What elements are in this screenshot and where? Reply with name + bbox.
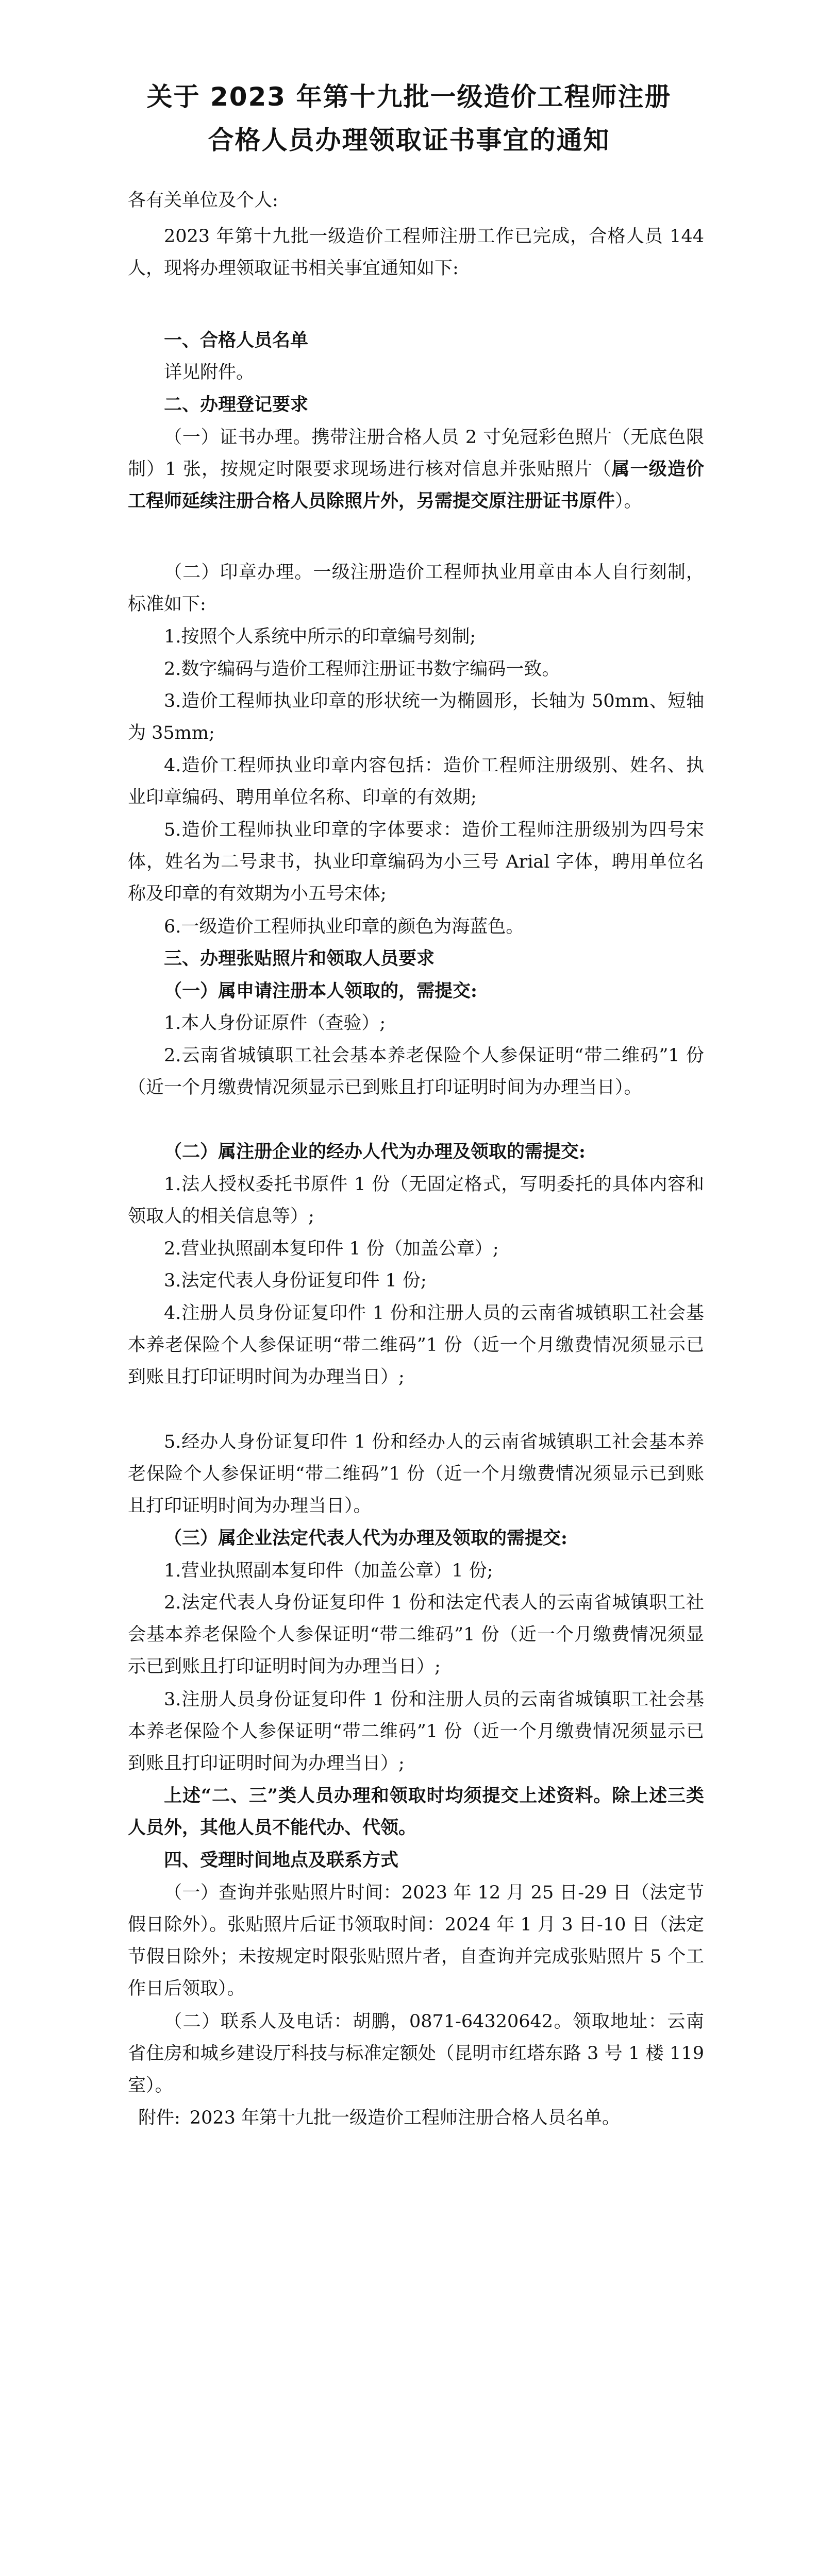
attachment <box>128 2102 704 2134</box>
section-4-paragraph-1: （一）查询并张贴照片时间：2023 年 12 月 25 日-29 日（法定节假日除外）。张贴照片后证书领取时间：2024 年 1 月 3 日-10 日（法定节假日除外；未按规定时限张贴照片者，自查询并完成张贴照片 5 个工作日后领取）。 <box>128 1883 704 1999</box>
section-3c-heading: （三）属企业法定代表人代为办理及领取的需提交: <box>164 1528 567 1549</box>
seal-rule-item: 5.造价工程师执业印章的字体要求：造价工程师注册级别为四号宋体，姓名为二号隶书，执业印章编码为小三号 Arial 字体，聘用单位名称及印章的有效期为小五号宋体; <box>128 820 704 904</box>
page-title-line1: 关于 2023 年第十九批一级造价工程师注册 <box>146 82 672 112</box>
section-2-p1-text: 携带注册合格人员 2 寸免冠彩色照片（无底色限制）1 张，按规定时限要求现场进行核对信息并张贴照片（ <box>128 427 704 480</box>
requirement-item: 4.注册人员身份证复印件 1 份和注册人员的云南省城镇职工社会基本养老保险个人参保证明“带二维码”1 份（近一个月缴费情况须显示已到账且打印证明时间为办理当日）; <box>128 1303 704 1387</box>
page-title-line2: 合格人员办理领取证书事宜的通知 <box>208 125 610 155</box>
section-1-text: 详见附件。 <box>164 362 255 383</box>
requirement-item: 1.本人身份证原件（查验）; <box>164 1013 386 1033</box>
requirement-item: 1.营业执照副本复印件（加盖公章）1 份; <box>164 1561 493 1581</box>
section-2-p2-text: 一级注册造价工程师执业用章由本人自行刻制，标准如下: <box>128 562 704 615</box>
seal-rule-item: 1.按照个人系统中所示的印章编号刻制; <box>164 626 476 647</box>
requirement-item: 2.营业执照副本复印件 1 份（加盖公章）; <box>164 1239 499 1259</box>
attachment-text: 2023 年第十九批一级造价工程师注册合格人员名单。 <box>189 2108 620 2128</box>
section-4-heading: 四、受理时间地点及联系方式 <box>164 1850 399 1871</box>
requirement-item: 5.经办人身份证复印件 1 份和经办人的云南省城镇职工社会基本养老保险个人参保证明“带二维码”1 份（近一个月缴费情况须显示已到账且打印证明时间为办理当日）。 <box>128 1432 704 1516</box>
section-3b-heading: （二）属注册企业的经办人代为办理及领取的需提交: <box>164 1141 586 1162</box>
section-3-note: 上述“二、三”类人员办理和领取时均须提交上述资料。除上述三类人员外，其他人员不能代办、代领。 <box>128 1785 704 1838</box>
section-2-p1-bold: 属一级造价工程师延续注册合格人员除照片外，另需提交原注册证书原件 <box>128 459 704 512</box>
section-2-p1-tail: ）。 <box>615 491 642 512</box>
section-2-p1-lead: （一）证书办理。 <box>164 427 312 448</box>
attachment-label: 附件: <box>138 2108 180 2128</box>
section-2-paragraph-1 <box>128 421 704 517</box>
requirement-item: 3.法定代表人身份证复印件 1 份; <box>164 1270 427 1291</box>
section-3-heading: 三、办理张贴照片和领取人员要求 <box>164 948 435 969</box>
section-2-p2-lead: （二）印章办理。 <box>164 562 313 583</box>
seal-rule-item: 6.一级造价工程师执业印章的颜色为海蓝色。 <box>164 917 524 937</box>
requirement-item: 2.法定代表人身份证复印件 1 份和法定代表人的云南省城镇职工社会基本养老保险个人参保证明“带二维码”1 份（近一个月缴费情况须显示已到账且打印证明时间为办理当日）; <box>128 1592 704 1677</box>
section-2-heading: 二、办理登记要求 <box>164 394 309 415</box>
requirement-item: 2.云南省城镇职工社会基本养老保险个人参保证明“带二维码”1 份（近一个月缴费情况须显示已到账且打印证明时间为办理当日）。 <box>128 1045 704 1098</box>
requirement-item: 1.法人授权委托书原件 1 份（无固定格式，写明委托的具体内容和领取人的相关信息等）; <box>128 1174 704 1227</box>
requirement-item: 3.注册人员身份证复印件 1 份和注册人员的云南省城镇职工社会基本养老保险个人参保证明“带二维码”1 份（近一个月缴费情况须显示已到账且打印证明时间为办理当日）; <box>128 1689 704 1774</box>
salutation: 各有关单位及个人: <box>128 190 278 211</box>
seal-rule-item: 3.造价工程师执业印章的形状统一为椭圆形，长轴为 50mm、短轴为 35mm; <box>128 691 704 743</box>
seal-rule-item: 4.造价工程师执业印章内容包括：造价工程师注册级别、姓名、执业印章编码、聘用单位名称、印章的有效期; <box>128 755 704 808</box>
intro-paragraph: 2023 年第十九批一级造价工程师注册工作已完成，合格人员 144 人，现将办理领取证书相关事宜通知如下: <box>128 226 704 279</box>
section-2-paragraph-2 <box>128 556 704 620</box>
section-1-heading: 一、合格人员名单 <box>164 330 309 351</box>
section-3a-heading: （一）属申请注册本人领取的，需提交: <box>164 980 477 1002</box>
section-4-paragraph-2: （二）联系人及电话：胡鹏，0871-64320642。领取地址：云南省住房和城乡建设厅科技与标准定额处（昆明市红塔东路 3 号 1 楼 119 室）。 <box>128 2011 704 2096</box>
seal-rule-item: 2.数字编码与造价工程师注册证书数字编码一致。 <box>164 659 560 680</box>
